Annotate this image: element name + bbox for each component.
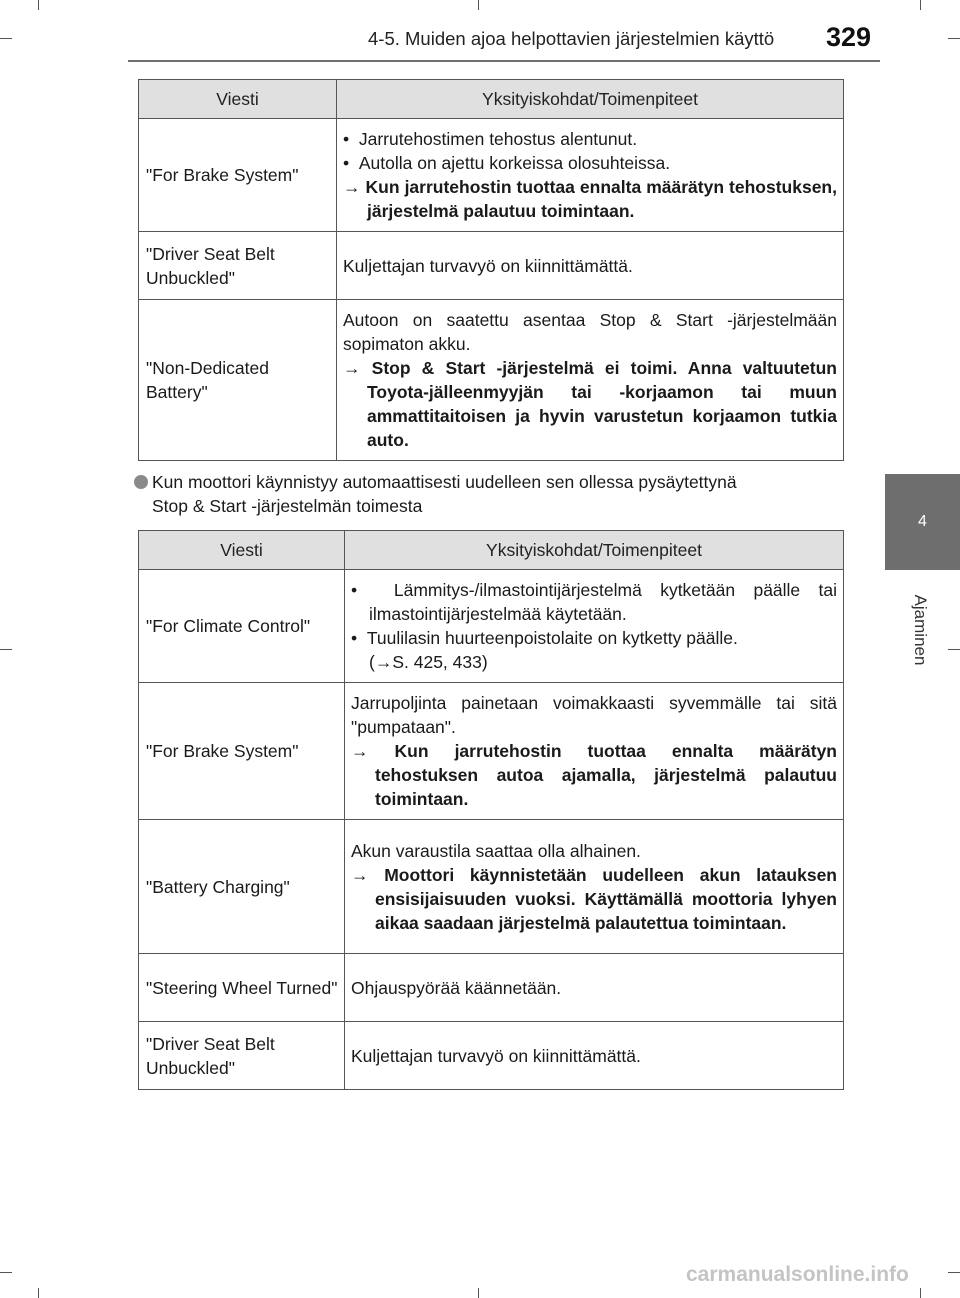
page-header-title: 4-5. Muiden ajoa helpottavien järjestelmien käyttö <box>368 28 775 49</box>
chapter-tab[interactable] <box>885 474 960 570</box>
detail-action: → Kun jarrutehostin tuottaa ennalta määrätyn tehostuksen autoa ajamalla, järjestelmä palautuu toimintaan. <box>351 741 837 809</box>
arrow-icon: → <box>374 652 393 672</box>
table-row <box>139 232 844 300</box>
arrow-icon: → <box>351 741 395 761</box>
message-cell: "For Brake System" <box>139 119 337 232</box>
crop-mark <box>478 1288 479 1298</box>
arrow-icon: → <box>343 177 366 197</box>
table-row <box>139 300 844 461</box>
details-cell: Kuljettajan turvavyö on kiinnittämättä. <box>337 232 844 300</box>
message-cell: "For Climate Control" <box>139 570 345 683</box>
detail-text: Autoon on saatettu asentaa Stop & Start -järjestelmään sopimaton akku. <box>343 310 837 354</box>
details-cell <box>345 683 844 820</box>
crop-mark <box>38 1288 39 1298</box>
details-cell: Kuljettajan turvavyö on kiinnittämättä. <box>345 1022 844 1090</box>
table-row <box>139 570 844 683</box>
table-row <box>139 683 844 820</box>
message-cell: "Driver Seat Belt Unbuckled" <box>139 232 337 300</box>
details-cell <box>345 820 844 954</box>
crop-mark <box>920 1288 921 1298</box>
message-cell: "Battery Charging" <box>139 820 345 954</box>
detail-bullet: • Tuulilasin huurteenpoistolaite on kytketty päälle. <box>351 628 738 648</box>
crop-mark <box>0 38 12 39</box>
message-cell: "For Brake System" <box>139 683 345 820</box>
message-cell: "Non-Dedicated Battery" <box>139 300 337 461</box>
detail-bullet: • Lämmitys-/ilmastointijärjestelmä kytketään päälle tai ilmastointijärjestelmää käytetään. <box>351 580 838 624</box>
detail-text: Akun varaustila saattaa olla alhainen. <box>351 840 641 861</box>
details-cell <box>337 119 844 232</box>
message-cell: "Steering Wheel Turned" <box>139 954 345 1022</box>
detail-action: → Kun jarrutehostin tuottaa ennalta määrätyn tehostuksen, järjestelmä palautuu toimintaan. <box>343 177 837 221</box>
column-header-message: Viesti <box>139 80 337 119</box>
header-divider <box>128 60 880 62</box>
crop-mark <box>38 0 39 10</box>
chapter-number: 4 <box>918 513 927 530</box>
crop-mark <box>948 1272 960 1273</box>
detail-text: Jarrupoljinta painetaan voimakkaasti syvemmälle tai sitä "pumpataan". <box>351 693 837 737</box>
table-header-row <box>139 80 844 119</box>
column-header-details: Yksityiskohdat/Toimenpiteet <box>345 531 844 570</box>
detail-bullet: • Autolla on ajettu korkeissa olosuhteissa. <box>343 153 671 173</box>
table-row <box>139 1022 844 1090</box>
detail-action: → Moottori käynnistetään uudelleen akun latauksen ensisijaisuuden vuoksi. Käyttämällä moottoria lyhyen aikaa saadaan järjestelmä palautettua toimintaan. <box>351 864 837 933</box>
column-header-message: Viesti <box>139 531 345 570</box>
table-row <box>139 954 844 1022</box>
details-cell <box>345 570 844 683</box>
section-note-line-2: Stop & Start -järjestelmän toimesta <box>152 496 423 516</box>
page-reference: (→S. 425, 433) <box>369 652 488 672</box>
message-table-1 <box>138 79 844 461</box>
crop-mark <box>0 1272 12 1273</box>
details-cell: Ohjauspyörää käännetään. <box>345 954 844 1022</box>
page-number: 329 <box>826 22 872 52</box>
crop-mark <box>0 649 12 650</box>
message-table-2 <box>138 530 844 1090</box>
crop-mark <box>920 0 921 10</box>
crop-mark <box>948 38 960 39</box>
column-header-details: Yksityiskohdat/Toimenpiteet <box>337 80 844 119</box>
message-cell: "Driver Seat Belt Unbuckled" <box>139 1022 345 1090</box>
table-row <box>139 119 844 232</box>
arrow-icon: → <box>343 358 372 378</box>
table-row <box>139 820 844 954</box>
bullet-dot-icon <box>134 475 148 489</box>
crop-mark <box>478 0 479 10</box>
watermark: carmanualsonline.info <box>686 1263 909 1286</box>
chapter-label: Ajaminen <box>911 594 930 666</box>
section-note <box>134 470 846 518</box>
details-cell <box>337 300 844 461</box>
detail-bullet: • Jarrutehostimen tehostus alentunut. <box>343 129 638 149</box>
table-header-row <box>139 531 844 570</box>
arrow-icon: → <box>351 864 385 885</box>
detail-action: → Stop & Start -järjestelmä ei toimi. Anna valtuutetun Toyota-jälleenmyyjän tai -korjaamon tai muun ammattitaitoisen ja hyvin varustetun korjaamon tutkia auto. <box>343 358 837 450</box>
section-note-line-1: Kun moottori käynnistyy automaattisesti uudelleen sen ollessa pysäytettynä <box>152 472 737 492</box>
